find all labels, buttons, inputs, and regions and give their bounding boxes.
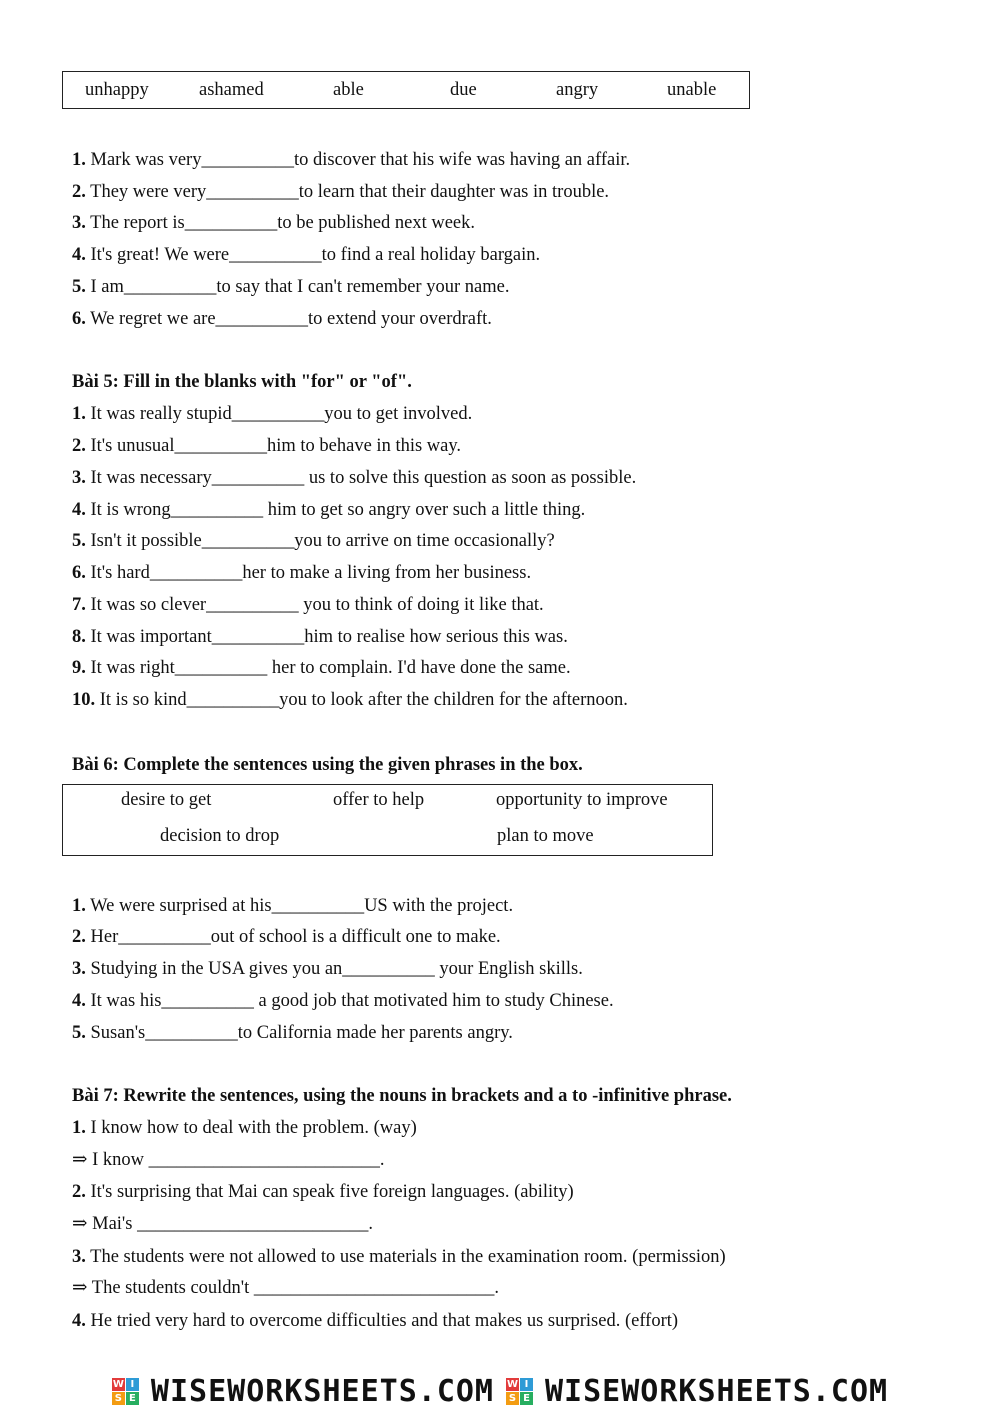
- exercise-item: 1. We were surprised at his__________US with the project.: [72, 896, 514, 916]
- exercise-item: 4. It's great! We were__________to find a real holiday bargain.: [72, 245, 541, 265]
- exercise-item: 2. It's unusual__________him to behave in this way.: [72, 436, 462, 456]
- exercise-item: 4. He tried very hard to overcome difficulties and that makes us surprised. (effort): [72, 1311, 679, 1331]
- section-heading: Bài 5: Fill in the blanks with "for" or "of".: [72, 372, 412, 392]
- site-wordmark: WISEWORKSHEETS.COM: [150, 1374, 494, 1409]
- footer-watermark: [0, 1370, 1000, 1413]
- word-option: able: [333, 80, 364, 100]
- exercise-item: 3. It was necessary__________ us to solve this question as soon as possible.: [72, 468, 637, 488]
- exercise-item: 6. It's hard__________her to make a living from her business.: [72, 563, 532, 583]
- phrase-option: desire to get: [121, 790, 212, 810]
- section-heading: Bài 6: Complete the sentences using the given phrases in the box.: [72, 755, 583, 775]
- phrase-option: opportunity to improve: [496, 790, 668, 810]
- word-option: due: [450, 80, 477, 100]
- phrase-option: plan to move: [497, 826, 594, 846]
- answer-line: ⇒ I know _________________________.: [72, 1150, 385, 1170]
- exercise-item: 6. We regret we are__________to extend your overdraft.: [72, 309, 492, 329]
- phrase-option: offer to help: [333, 790, 425, 810]
- word-option: angry: [556, 80, 599, 100]
- exercise-item: 2. It's surprising that Mai can speak five foreign languages. (ability): [72, 1182, 574, 1202]
- exercise-item: 5. Susan's__________to California made her parents angry.: [72, 1023, 513, 1043]
- logo-icon: W I S E: [506, 1378, 533, 1405]
- exercise-item: 3. The students were not allowed to use materials in the examination room. (permission): [72, 1247, 726, 1267]
- exercise-item: 2. They were very__________to learn that their daughter was in trouble.: [72, 182, 610, 202]
- exercise-item: 1. It was really stupid__________you to get involved.: [72, 404, 473, 424]
- exercise-item: 1. I know how to deal with the problem. (way): [72, 1118, 417, 1138]
- exercise-item: 3. Studying in the USA gives you an__________ your English skills.: [72, 959, 583, 979]
- logo-icon: W I S E: [112, 1378, 139, 1405]
- word-option: ashamed: [199, 80, 264, 100]
- exercise-item: 5. Isn't it possible__________you to arrive on time occasionally?: [72, 531, 555, 551]
- word-option: unhappy: [85, 80, 149, 100]
- exercise-item: 4. It was his__________ a good job that motivated him to study Chinese.: [72, 991, 614, 1011]
- exercise-item: 5. I am__________to say that I can't remember your name.: [72, 277, 510, 297]
- exercise-item: 3. The report is__________to be published next week.: [72, 213, 475, 233]
- section-heading: Bài 7: Rewrite the sentences, using the nouns in brackets and a to -infinitive phrase.: [72, 1086, 732, 1106]
- exercise-item: 1. Mark was very__________to discover that his wife was having an affair.: [72, 150, 631, 170]
- site-wordmark: WISEWORKSHEETS.COM: [545, 1374, 889, 1409]
- exercise-item: 4. It is wrong__________ him to get so angry over such a little thing.: [72, 500, 586, 520]
- exercise-item: 2. Her__________out of school is a difficult one to make.: [72, 927, 501, 947]
- exercise-item: 10. It is so kind__________you to look after the children for the afternoon.: [72, 690, 628, 710]
- phrase-option: decision to drop: [160, 826, 280, 846]
- exercise-item: 9. It was right__________ her to complain. I'd have done the same.: [72, 658, 571, 678]
- word-option: unable: [667, 80, 717, 100]
- answer-line: ⇒ Mai's _________________________.: [72, 1214, 373, 1234]
- answer-line: ⇒ The students couldn't __________________________.: [72, 1278, 500, 1298]
- exercise-item: 8. It was important__________him to realise how serious this was.: [72, 627, 568, 647]
- word-box: [62, 71, 750, 109]
- exercise-item: 7. It was so clever__________ you to think of doing it like that.: [72, 595, 544, 615]
- phrase-box: [62, 784, 713, 856]
